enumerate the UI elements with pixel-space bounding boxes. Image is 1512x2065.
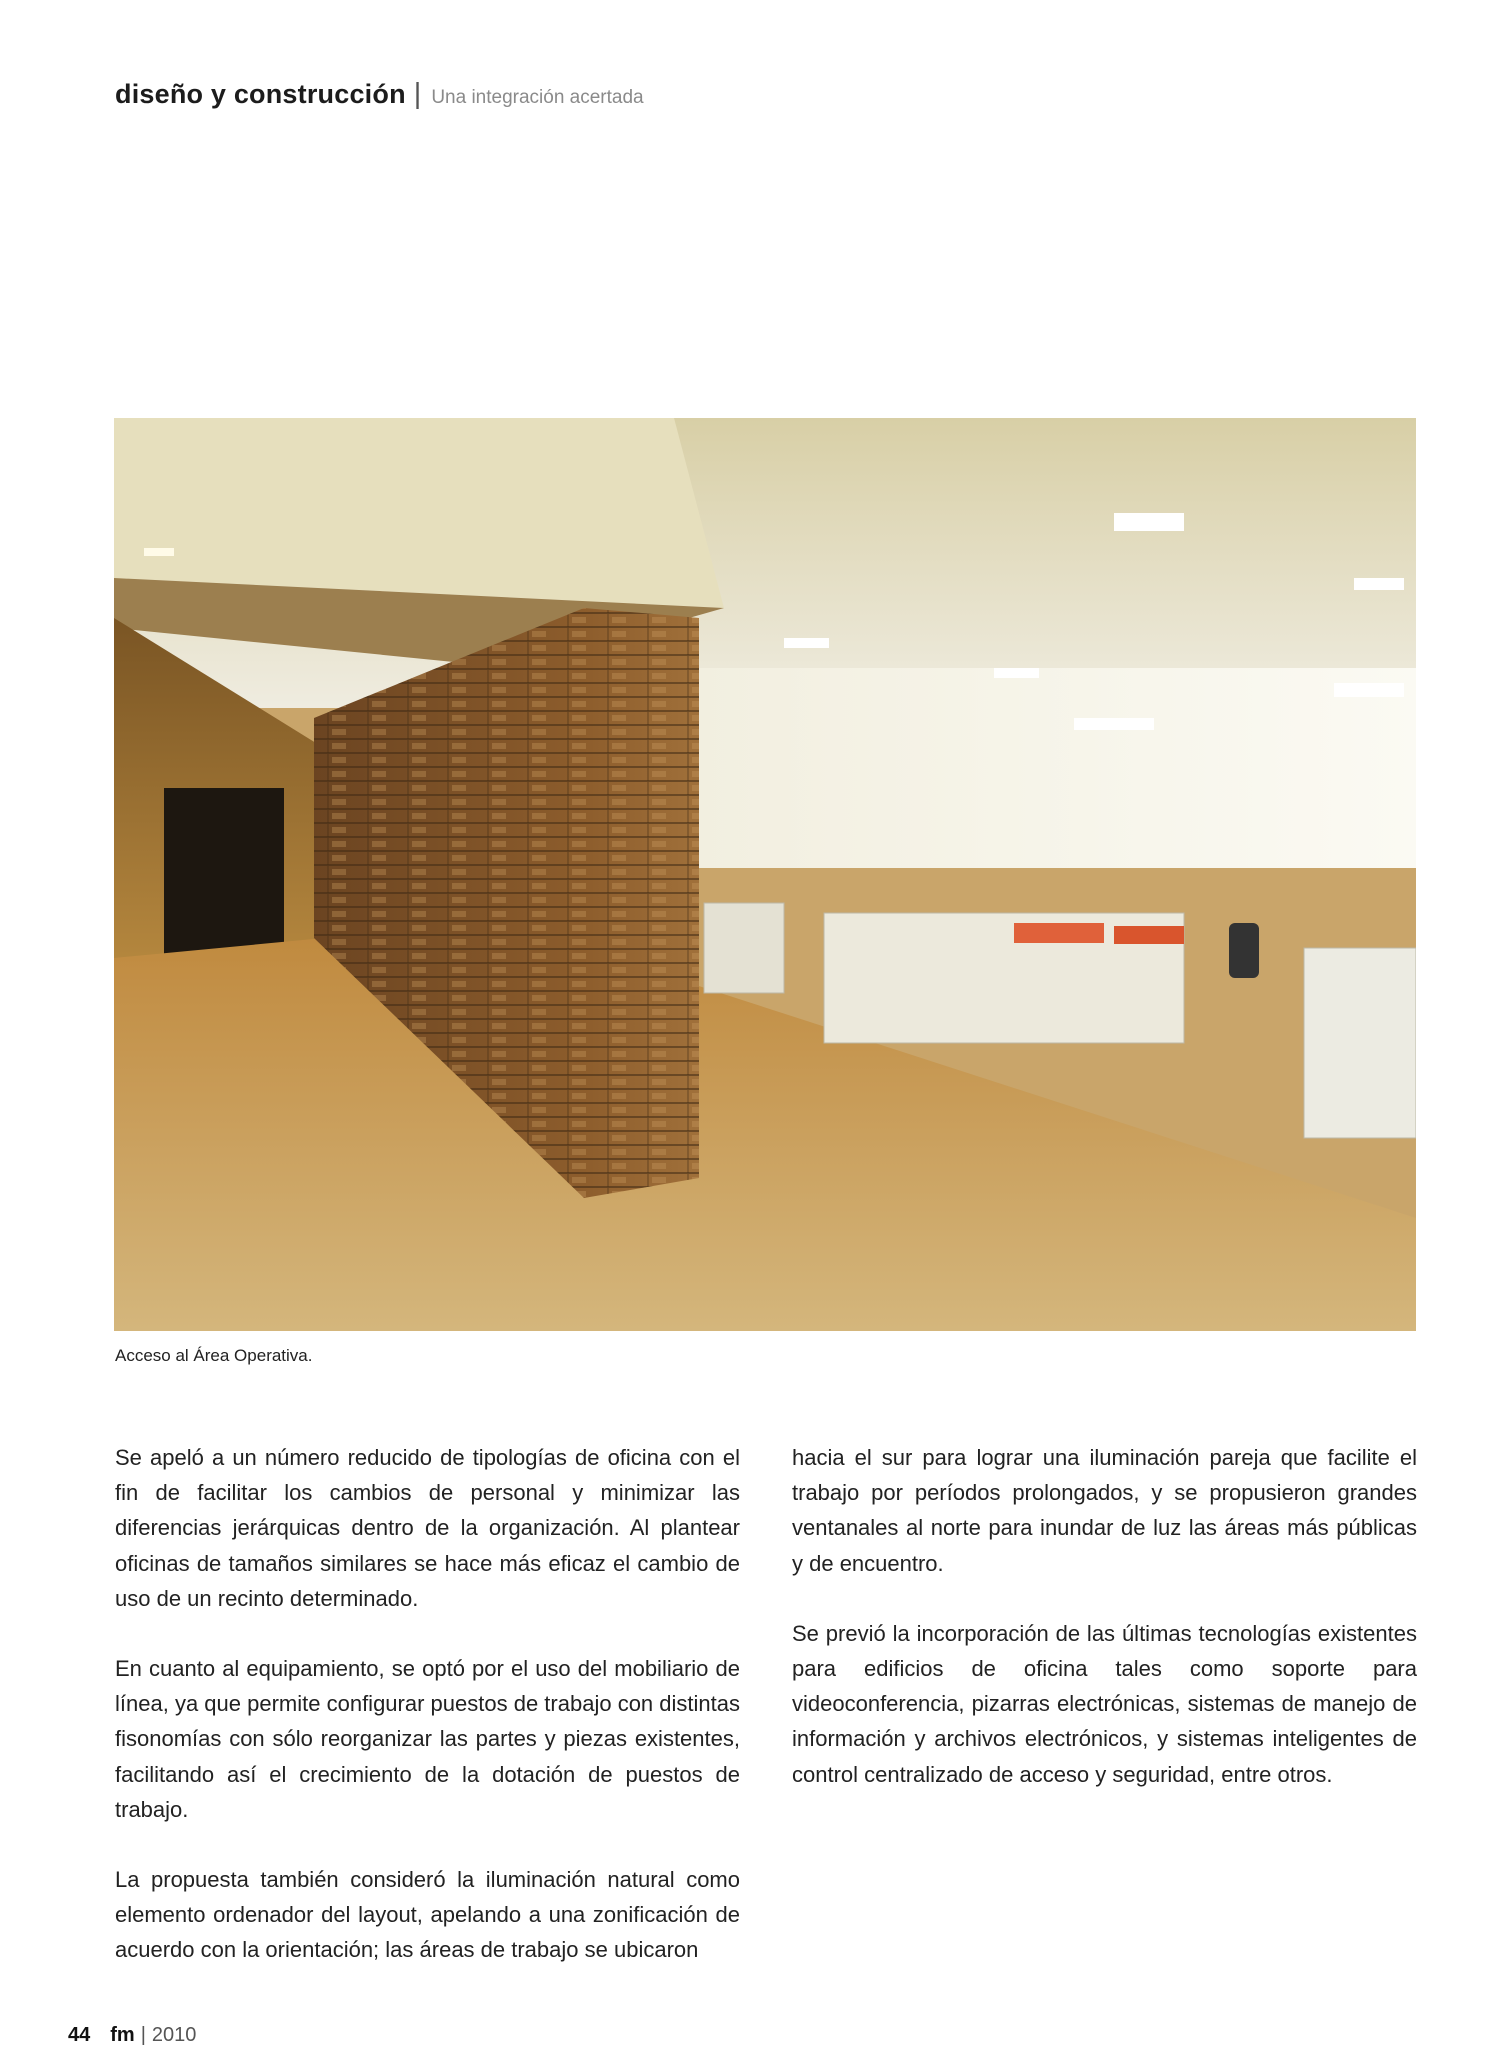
- header-separator: |: [413, 78, 422, 110]
- running-header: [115, 78, 644, 118]
- office-interior-illustration: [114, 418, 1416, 1331]
- page-footer: [68, 2024, 196, 2047]
- section-title: diseño y construcción: [115, 79, 406, 109]
- issue-year: 2010: [151, 2024, 197, 2046]
- figure-caption: Acceso al Área Operativa.: [115, 1346, 313, 1365]
- office-photo: [114, 418, 1416, 1331]
- paragraph: hacia el sur para lograr una iluminación pareja que facilite el trabajo por períodos prolongados, y se propusieron grandes ventanales al norte para inundar de luz las áreas más públicas y de encuentro.: [792, 1445, 1417, 1576]
- magazine-name: fm: [110, 2024, 135, 2046]
- page-number: 44: [68, 2024, 91, 2046]
- paragraph: Se apeló a un número reducido de tipologías de oficina con el fin de facilitar los cambios de personal y minimizar las diferencias jerárquicas dentro de la organización. Al plantear oficinas de tamaños similares se hace más eficaz el cambio de uso de un recinto determinado.: [115, 1445, 740, 1611]
- paragraph: En cuanto al equipamiento, se optó por el uso del mobiliario de línea, ya que permite configurar puestos de trabajo con distintas fisonomías con sólo reorganizar las partes y piezas existentes, facilitando así el crecimiento de la dotación de puestos de trabajo.: [115, 1656, 740, 1822]
- paragraph: La propuesta también consideró la iluminación natural como elemento ordenador del layout, apelando a una zonificación de acuerdo con la orientación; las áreas de trabajo se ubicaron: [115, 1867, 740, 1963]
- paragraph: Se previó la incorporación de las últimas tecnologías existentes para edificios de oficina tales como soporte para videoconferencia, pizarras electrónicas, sistemas de manejo de información y archivos electrónicos, y sistemas inteligentes de control centralizado de acceso y seguridad, entre otros.: [792, 1620, 1417, 1787]
- footer-separator: |: [140, 2024, 146, 2046]
- article-subtitle: Una integración acertada: [431, 87, 644, 108]
- text-column-left: [115, 1440, 740, 2003]
- text-column-right: [792, 1440, 1417, 1827]
